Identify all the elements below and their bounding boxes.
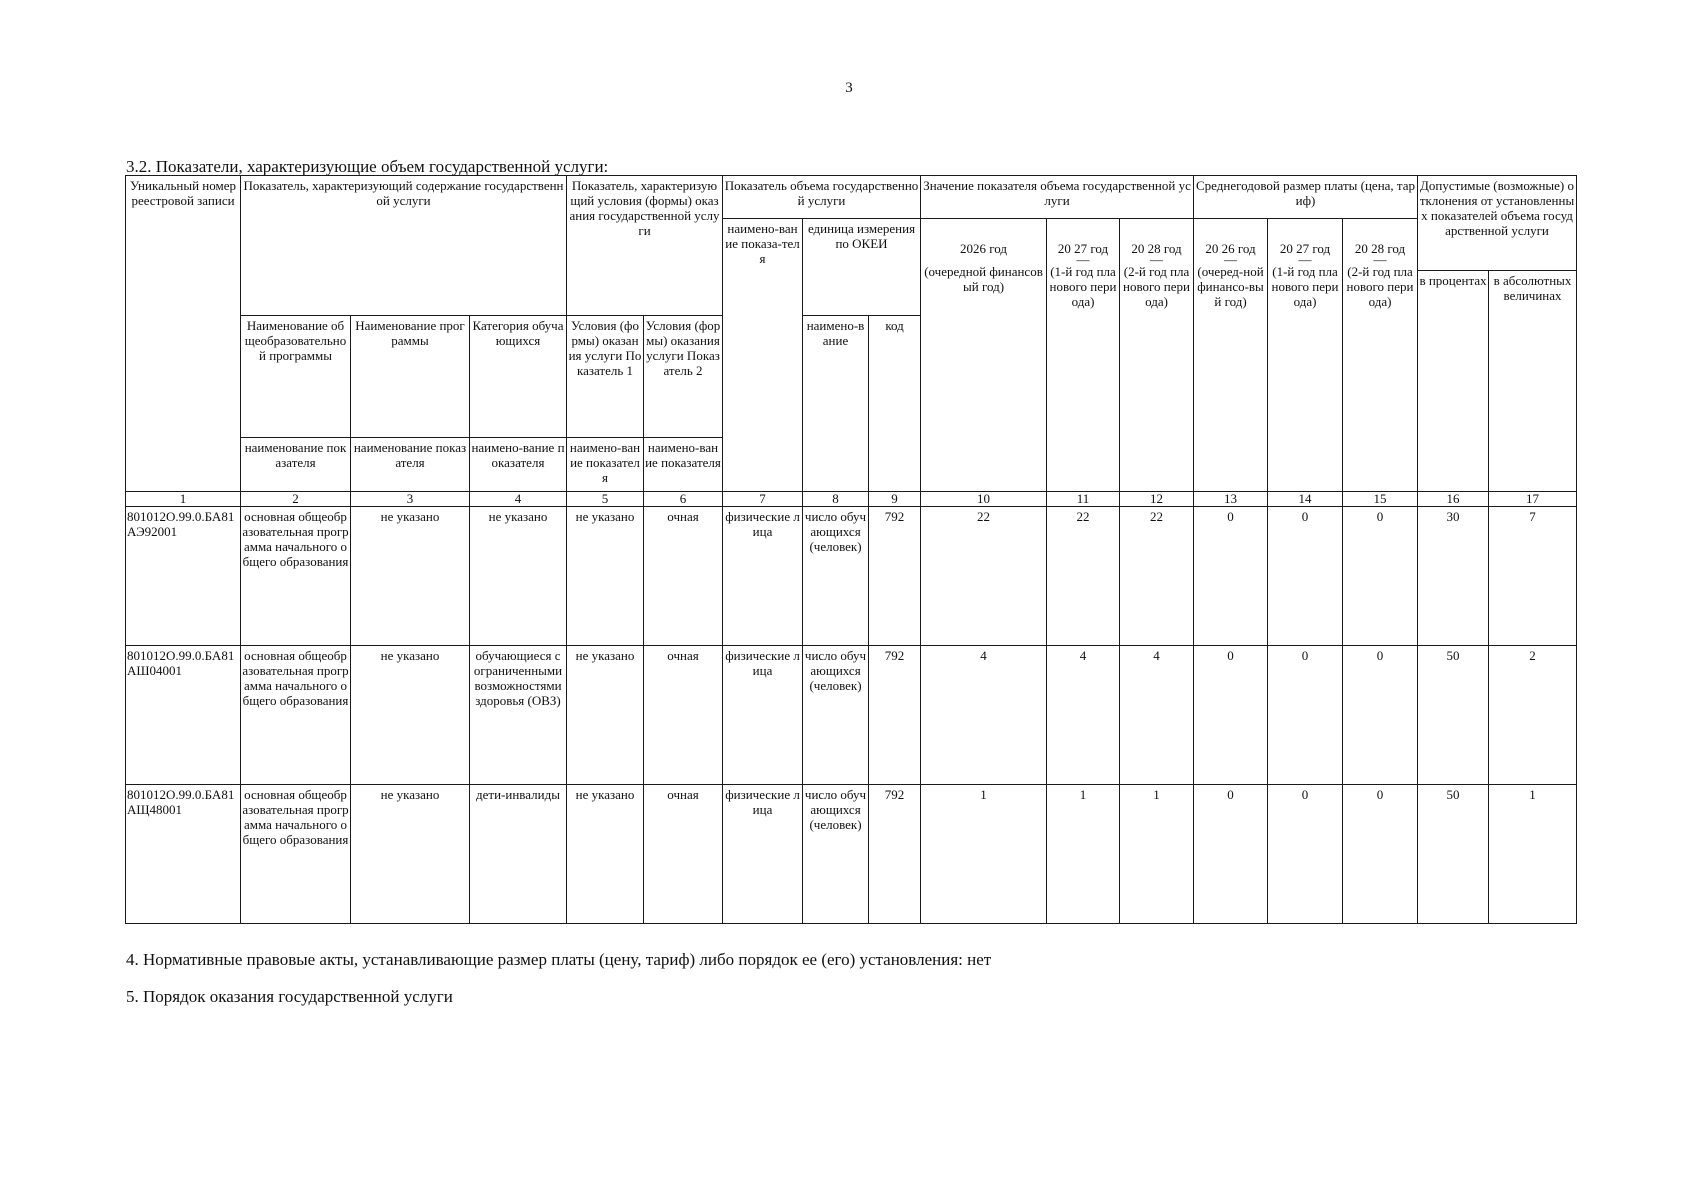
indicator-name: физические лица bbox=[723, 785, 803, 924]
year-2027-note: (1-й год планового периода) bbox=[1049, 264, 1117, 309]
unit-code: 792 bbox=[869, 507, 921, 646]
year-2026-note: (очередной финансовый год) bbox=[924, 264, 1043, 294]
condition-2: очная bbox=[644, 507, 723, 646]
header-fee-2026 bbox=[1194, 219, 1268, 492]
column-number: 10 bbox=[921, 492, 1047, 507]
fee-2028: 0 bbox=[1343, 507, 1418, 646]
deviation-absolute: 2 bbox=[1489, 646, 1577, 785]
header-year-2028 bbox=[1120, 219, 1194, 492]
fee-2027: 0 bbox=[1268, 646, 1343, 785]
header-program-name: Наименование общеобразовательной программы bbox=[241, 316, 351, 438]
program-name: основная общеобразовательная программа начального общего образования bbox=[241, 646, 351, 785]
program-name: основная общеобразовательная программа начального общего образования bbox=[241, 785, 351, 924]
registry-code: 801012О.99.0.БА81АЭ92001 bbox=[126, 507, 241, 646]
header-condition-2: Условия (формы) оказания услуги Показатель 2 bbox=[644, 316, 723, 438]
year-2026-label: 2026 год bbox=[960, 241, 1008, 256]
column-number: 14 bbox=[1268, 492, 1343, 507]
header-student-category: Категория обучающихся bbox=[470, 316, 567, 438]
column-number: 4 bbox=[470, 492, 567, 507]
deviation-percent: 30 bbox=[1418, 507, 1489, 646]
column-number: 6 bbox=[644, 492, 723, 507]
fee-2027: 0 bbox=[1268, 507, 1343, 646]
deviation-absolute: 1 bbox=[1489, 785, 1577, 924]
indicator-label: наимено-вание показателя bbox=[470, 438, 567, 492]
fee-2026-note: (очеред-ной финансо-вый год) bbox=[1197, 264, 1264, 309]
header-unit-group: единица измерения по ОКЕИ bbox=[803, 219, 921, 316]
header-fee-2028 bbox=[1343, 219, 1418, 492]
program: не указано bbox=[351, 646, 470, 785]
column-number-row bbox=[126, 492, 1577, 507]
fee-2028: 0 bbox=[1343, 785, 1418, 924]
table-row bbox=[126, 646, 1577, 785]
column-number: 16 bbox=[1418, 492, 1489, 507]
condition-1: не указано bbox=[567, 646, 644, 785]
registry-code: 801012О.99.0.БА81АЩ48001 bbox=[126, 785, 241, 924]
volume-indicators-table bbox=[125, 175, 1577, 924]
indicator-label: наимено-вание показателя bbox=[567, 438, 644, 492]
fee-2028-label: 20 28 год bbox=[1354, 241, 1406, 256]
program: не указано bbox=[351, 785, 470, 924]
header-conditions-group: Показатель, характеризующий условия (формы) оказания государственной услуги bbox=[567, 176, 723, 316]
year-2028-label: 20 28 год bbox=[1131, 241, 1182, 256]
header-deviation-group: Допустимые (возможные) отклонения от установленных показателей объема государственной услуги bbox=[1418, 176, 1577, 271]
column-number: 13 bbox=[1194, 492, 1268, 507]
student-category: дети-инвалиды bbox=[470, 785, 567, 924]
unit-name: число обучающихся (человек) bbox=[803, 507, 869, 646]
fee-2027: 0 bbox=[1268, 785, 1343, 924]
year-2028-note: (2-й год планового периода) bbox=[1123, 264, 1190, 309]
indicator-label: наименование показателя bbox=[241, 438, 351, 492]
header-content-group: Показатель, характеризующий содержание государственной услуги bbox=[241, 176, 567, 316]
value-2026: 4 bbox=[921, 646, 1047, 785]
condition-2: очная bbox=[644, 785, 723, 924]
registry-code: 801012О.99.0.БА81АШ04001 bbox=[126, 646, 241, 785]
value-2028: 4 bbox=[1120, 646, 1194, 785]
year-dash: — bbox=[1373, 252, 1387, 267]
deviation-percent: 50 bbox=[1418, 785, 1489, 924]
page-number: 3 bbox=[845, 80, 853, 96]
condition-1: не указано bbox=[567, 785, 644, 924]
year-dash: — bbox=[1076, 252, 1090, 267]
year-dash: — bbox=[1224, 252, 1238, 267]
program: не указано bbox=[351, 507, 470, 646]
column-number: 5 bbox=[567, 492, 644, 507]
column-number: 15 bbox=[1343, 492, 1418, 507]
fee-2026: 0 bbox=[1194, 646, 1268, 785]
condition-1: не указано bbox=[567, 507, 644, 646]
value-2028: 1 bbox=[1120, 785, 1194, 924]
indicator-label: наименование показателя bbox=[351, 438, 470, 492]
student-category: не указано bbox=[470, 507, 567, 646]
year-dash: — bbox=[1150, 252, 1164, 267]
fee-2027-note: (1-й год планового периода) bbox=[1271, 264, 1339, 309]
section-5-text: 5. Порядок оказания государственной услуги bbox=[126, 987, 453, 1006]
indicator-label: наимено-вание показателя bbox=[644, 438, 723, 492]
year-dash bbox=[922, 256, 1045, 264]
unit-name: число обучающихся (человек) bbox=[803, 785, 869, 924]
column-number: 9 bbox=[869, 492, 921, 507]
header-dev-percent: в процентах bbox=[1418, 271, 1489, 492]
column-number: 1 bbox=[126, 492, 241, 507]
column-number: 17 bbox=[1489, 492, 1577, 507]
value-2027: 22 bbox=[1047, 507, 1120, 646]
fee-2028: 0 bbox=[1343, 646, 1418, 785]
header-year-2027 bbox=[1047, 219, 1120, 492]
fee-2026: 0 bbox=[1194, 785, 1268, 924]
header-volume-group: Показатель объема государственной услуги bbox=[723, 176, 921, 219]
unit-code: 792 bbox=[869, 785, 921, 924]
year-2027-label: 20 27 год bbox=[1057, 241, 1109, 256]
header-unit-name: наимено-вание bbox=[803, 316, 869, 492]
header-fee-group: Среднегодовой размер платы (цена, тариф) bbox=[1194, 176, 1418, 219]
unit-name: число обучающихся (человек) bbox=[803, 646, 869, 785]
indicator-name: физические лица bbox=[723, 507, 803, 646]
student-category: обучающиеся с ограниченными возможностями здоровья (ОВЗ) bbox=[470, 646, 567, 785]
fee-2027-label: 20 27 год bbox=[1279, 241, 1331, 256]
header-fee-2027 bbox=[1268, 219, 1343, 492]
column-number: 8 bbox=[803, 492, 869, 507]
deviation-percent: 50 bbox=[1418, 646, 1489, 785]
header-condition-1: Условия (формы) оказания услуги Показатель 1 bbox=[567, 316, 644, 438]
indicator-name: физические лица bbox=[723, 646, 803, 785]
fee-2028-note: (2-й год планового периода) bbox=[1346, 264, 1414, 309]
column-number: 2 bbox=[241, 492, 351, 507]
value-2026: 22 bbox=[921, 507, 1047, 646]
fee-2026-label: 20 26 год bbox=[1205, 241, 1256, 256]
value-2027: 1 bbox=[1047, 785, 1120, 924]
table-row bbox=[126, 785, 1577, 924]
program-name: основная общеобразовательная программа начального общего образования bbox=[241, 507, 351, 646]
header-value-group: Значение показателя объема государственной услуги bbox=[921, 176, 1194, 219]
header-program: Наименование программы bbox=[351, 316, 470, 438]
header-dev-absolute: в абсолютных величинах bbox=[1489, 271, 1577, 492]
column-number: 7 bbox=[723, 492, 803, 507]
header-year-2026 bbox=[921, 219, 1047, 492]
deviation-absolute: 7 bbox=[1489, 507, 1577, 646]
header-indicator-name: наимено-вание показа-теля bbox=[723, 219, 803, 492]
column-number: 3 bbox=[351, 492, 470, 507]
table-row bbox=[126, 507, 1577, 646]
value-2026: 1 bbox=[921, 785, 1047, 924]
fee-2026: 0 bbox=[1194, 507, 1268, 646]
column-number: 12 bbox=[1120, 492, 1194, 507]
header-unique-number: Уникальный номер реестровой записи bbox=[126, 176, 241, 492]
condition-2: очная bbox=[644, 646, 723, 785]
unit-code: 792 bbox=[869, 646, 921, 785]
header-unit-code: код bbox=[869, 316, 921, 492]
value-2028: 22 bbox=[1120, 507, 1194, 646]
section-title: 3.2. Показатели, характеризующие объем государственной услуги: bbox=[126, 157, 609, 176]
section-4-text: 4. Нормативные правовые акты, устанавливающие размер платы (цену, тариф) либо порядок ее (его) установления: нет bbox=[126, 950, 992, 969]
column-number: 11 bbox=[1047, 492, 1120, 507]
value-2027: 4 bbox=[1047, 646, 1120, 785]
year-dash: — bbox=[1298, 252, 1312, 267]
